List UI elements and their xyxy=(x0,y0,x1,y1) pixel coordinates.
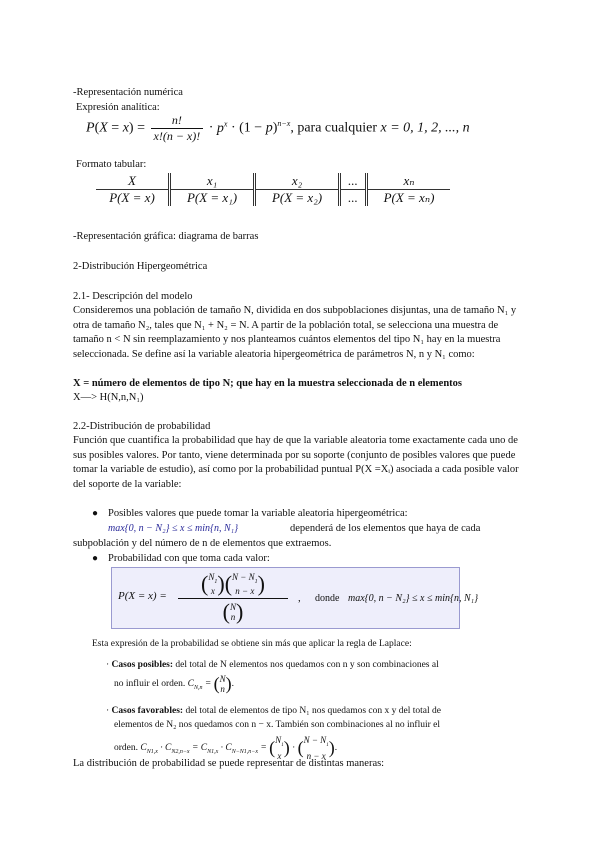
definition-x: X = número de elementos de tipo N; que hay en la muestra seleccionada de n elementos xyxy=(73,378,463,389)
label-formato-tabular: Formato tabular: xyxy=(76,159,147,170)
heading-representacion-grafica: -Representación gráfica: diagrama de barras xyxy=(73,231,259,242)
casos-favorables-label: Casos favorables: xyxy=(111,706,184,716)
casos-posibles-line2: no influir el orden. xyxy=(114,679,186,690)
bullet2-text: Probabilidad con que toma cada valor: xyxy=(108,553,270,564)
table-cell: P(X = x) xyxy=(109,190,155,205)
section-title-2-1: 2.1- Descripción del modelo xyxy=(73,291,193,302)
table-cell: ... xyxy=(340,173,367,190)
table-cell: x₁ xyxy=(170,173,255,190)
bullet1-line3: subpoblación y del número de n de elementos que extraemos. xyxy=(73,538,332,549)
heading-representacion-numerica: -Representación numérica xyxy=(73,87,183,98)
casos-favorables-line1: · Casos favorables: del total de elementos de tipo N₁ nos quedamos con x y del total de xyxy=(106,706,441,716)
bullet-dot: ● xyxy=(92,553,99,564)
notation-hypergeometric: X—> H(N,n,N₁) xyxy=(73,392,144,403)
binomial-formula: P(X = x) = $\frac{n!}{x!(n - x)!}$ · $p^x \cdot (1 - p)^{n-x}$, para cualquier x = 0, 1, 2, ..., n xyxy=(86,113,470,143)
table-header-row xyxy=(96,173,450,190)
final-sentence: La distribución de probabilidad se puede representar de distintas maneras: xyxy=(73,758,385,769)
section-title-2-2: 2.2-Distribución de probabilidad xyxy=(73,421,211,432)
casos-posibles-label: Casos posibles: xyxy=(111,660,174,670)
laplace-text: Esta expresión de la probabilidad se obtiene sin más que aplicar la regla de Laplace: xyxy=(92,639,412,649)
table-cell: P(X = x₂) xyxy=(255,190,340,207)
casos-posibles-text: del total de N elementos nos quedamos con n y son combinaciones al xyxy=(175,660,439,670)
casos-favorables-line3-wrap: orden. $C_{N1,x} \cdot C_{N2,n-x} = C_{N1,x} \cdot C_{N-N1,n-x} = (N_1$ x ) · ($N - N_1$ n − x ). xyxy=(114,735,338,761)
table-cell: X xyxy=(96,173,170,190)
bullet1-range-math: max{0, n − N₂} ≤ x ≤ min{n, N₁} xyxy=(108,523,239,534)
casos-favorables-text: del total de elementos de tipo N₁ nos quedamos con x y del total de xyxy=(185,706,441,716)
label-expresion-analitica: Expresión analítica: xyxy=(76,102,160,113)
table-cell: ... xyxy=(340,190,367,207)
bullet1-tail: dependerá de los elementos que haya de cada xyxy=(290,523,481,534)
section-title-2: 2-Distribución Hipergeométrica xyxy=(73,261,208,272)
table-cell: xₙ xyxy=(367,173,451,190)
paragraph-distribucion: Función que cuantifica la probabilidad que hay de que la variable aleatoria tome exactamente cada uno de sus posibles valores. Por tanto, viene determinada por su soporte (conjunto de posibles valores que puede tomar la variable de estudio), así como por la probabilidad puntual P(X =Xᵢ) asociada a cada posible valor del soporte de la variable: xyxy=(73,435,519,490)
formula-fraction: ($N_1$ x )($N - N_1$ n − x ) (N n) xyxy=(178,571,288,625)
casos-posibles-line2-wrap: no influir el orden. $C_{N,n} = (N$ n). xyxy=(114,673,235,694)
box-range: max{0, n − N₂} ≤ x ≤ min{n, N₁} xyxy=(348,593,479,604)
formula-tail: , para cualquier xyxy=(290,120,378,136)
table-cell: P(X = x₁) xyxy=(170,190,255,207)
casos-favorables-line3: orden. xyxy=(114,743,139,754)
casos-posibles-line1: · Casos posibles: del total de N elementos nos quedamos con n y son combinaciones al xyxy=(106,660,439,670)
formula-values: x = 0, 1, 2, ..., n xyxy=(380,120,470,136)
table-row xyxy=(96,190,450,207)
bullet1-text: Posibles valores que puede tomar la variable aleatoria hipergeométrica: xyxy=(108,508,408,519)
box-donde: donde xyxy=(315,593,340,604)
table-cell: P(X = xₙ) xyxy=(367,190,451,207)
hypergeometric-formula-box: P(X = x) = ($N_1$ x )($N - N_1$ n − x ) (N n) , donde max{0, n − N₂} ≤ x ≤ min{n, N₁} xyxy=(111,567,460,629)
casos-favorables-line2: elementos de N₂ nos quedamos con n − x. También son combinaciones al no influir el xyxy=(114,720,441,730)
paragraph-descripcion: Consideremos una población de tamaño N, dividida en dos subpoblaciones disjuntas, una de tamaño N₁ y otra de tamaño N₂, tales que N₁ + N₂ = N. A partir de la población total, se selecciona una muestra de tamaño n < N sin reemplazamiento y nos planteamos cuántos elementos del tipo N₁ hay en la muestra seleccionada. Se define así la variable aleatoria hipergeométrica de parámetros N, n y N₁ como: xyxy=(73,305,517,360)
bullet-dot: ● xyxy=(92,508,99,519)
table-cell: x₂ xyxy=(255,173,340,190)
probability-table xyxy=(96,173,450,206)
